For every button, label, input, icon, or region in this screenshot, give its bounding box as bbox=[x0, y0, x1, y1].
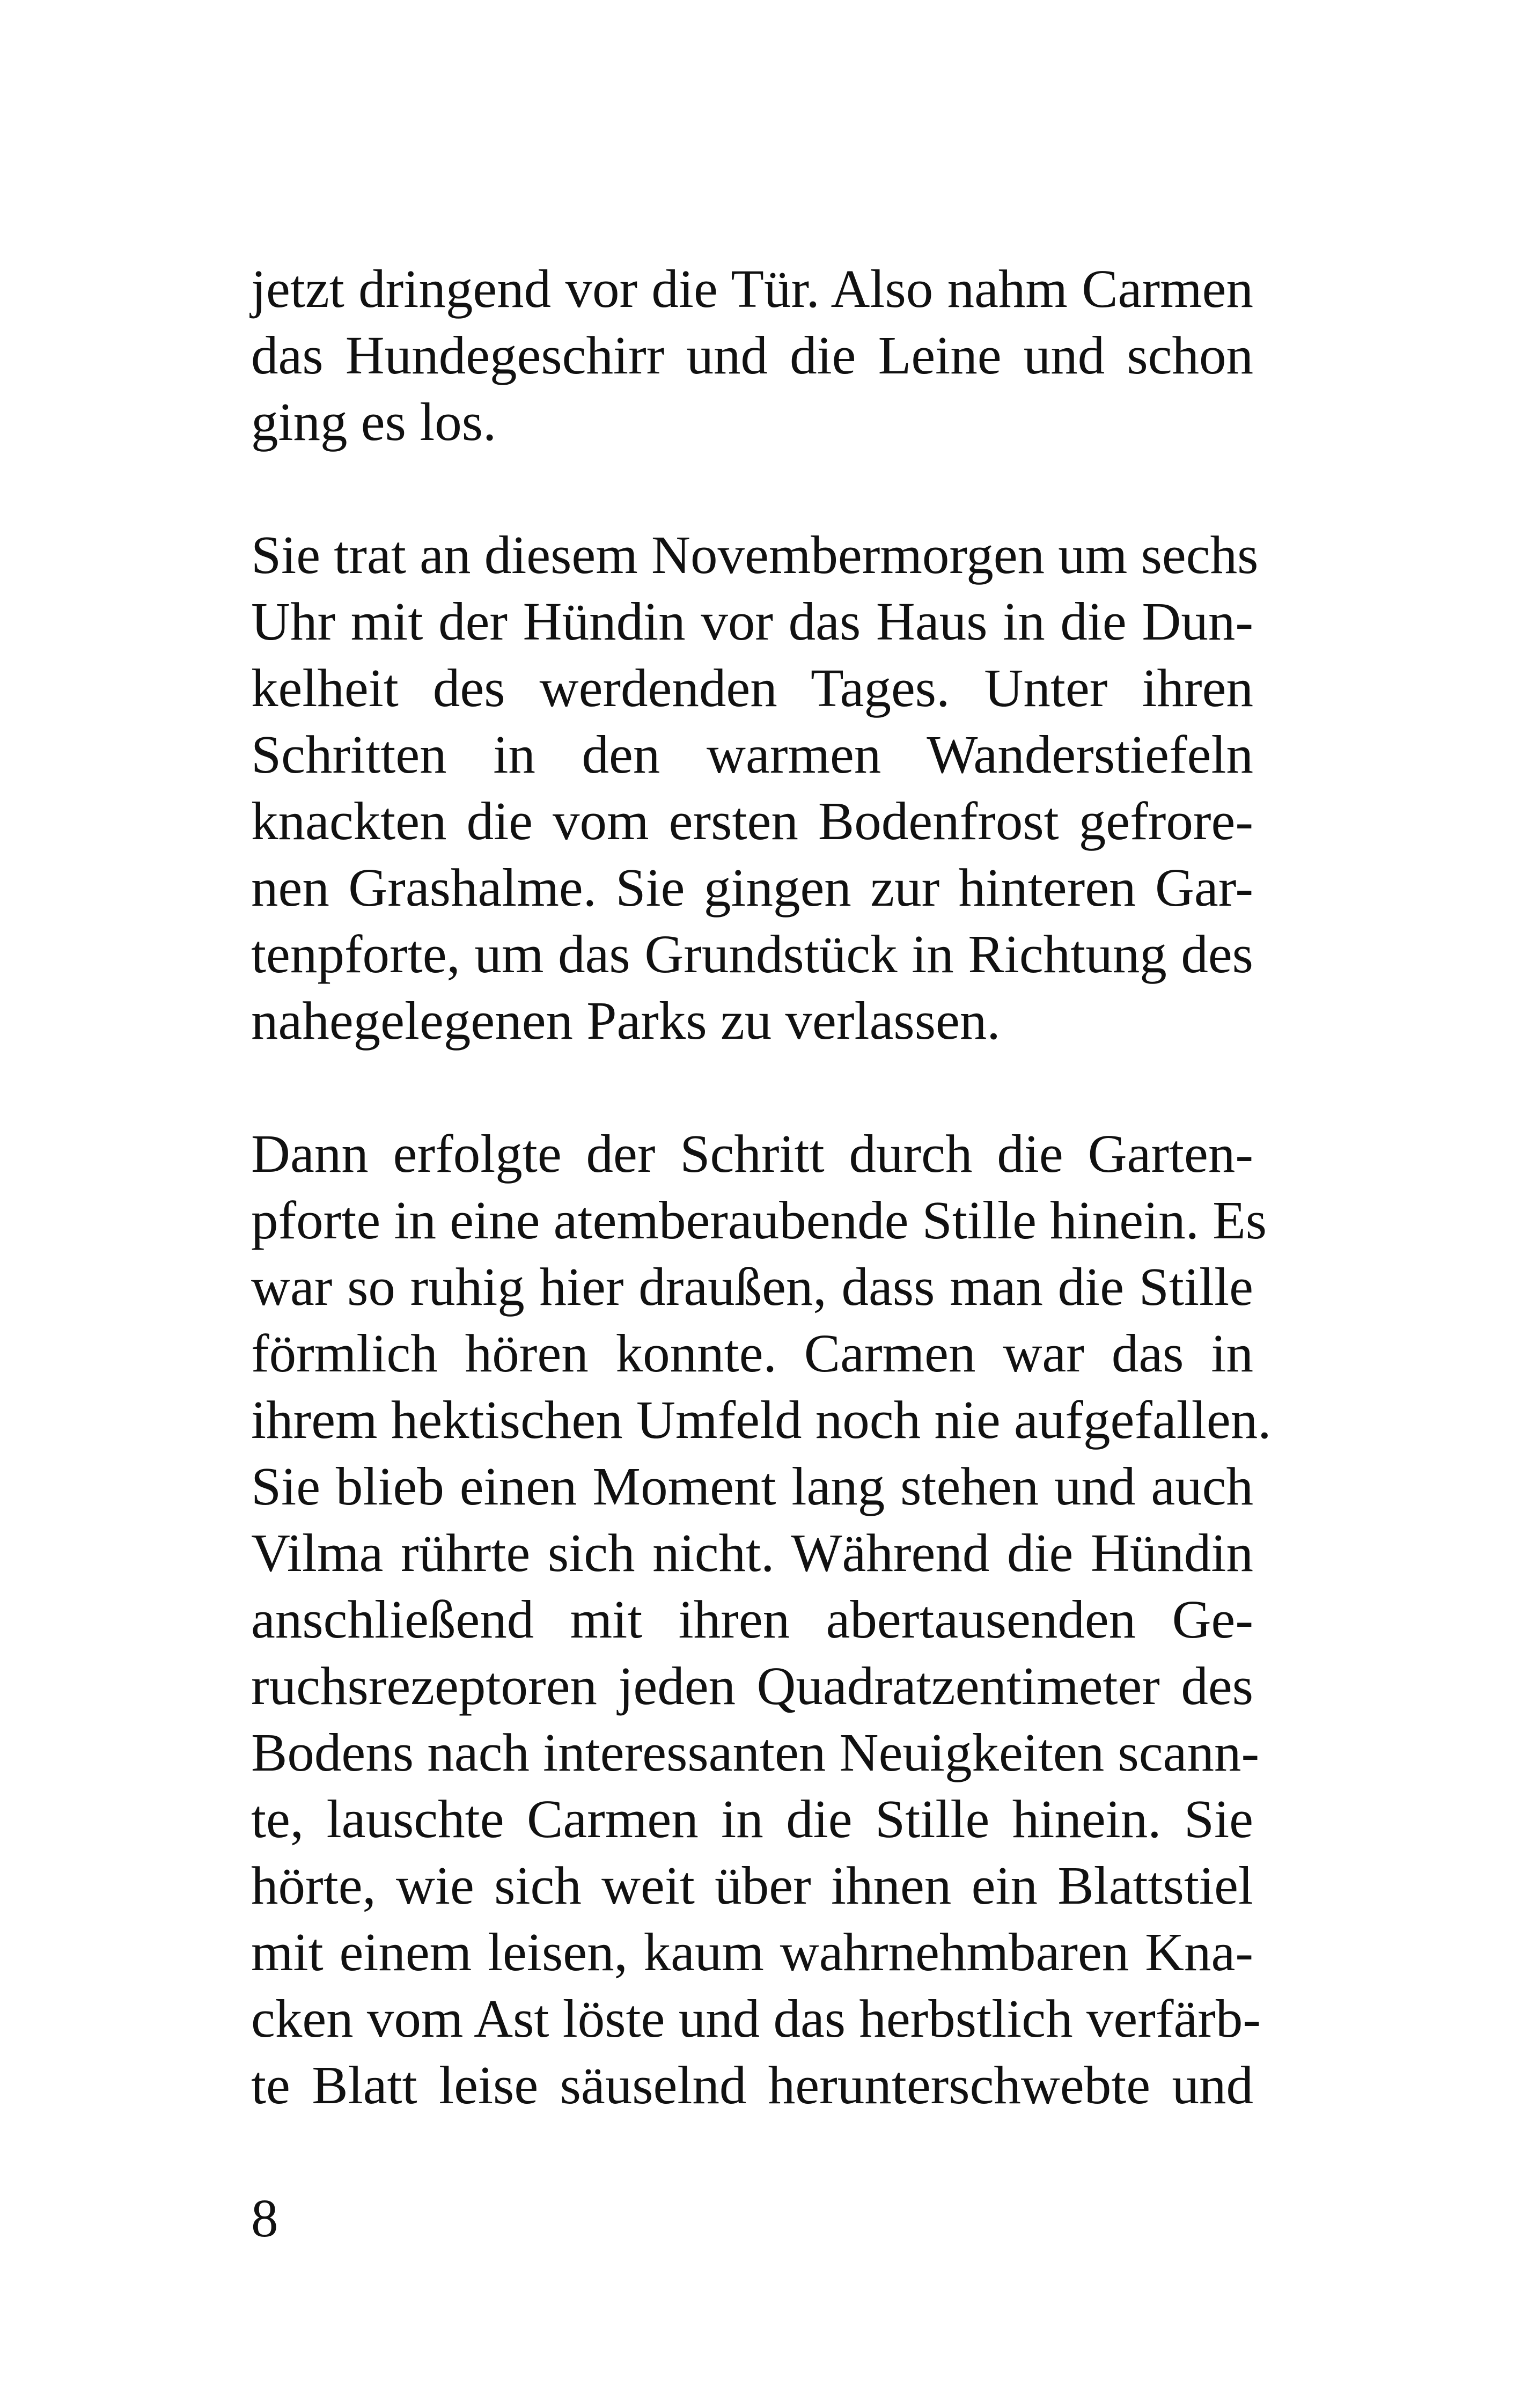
text-line: ihrem hektischen Umfeld noch nie aufgefallen. bbox=[251, 1390, 1272, 1450]
text-line: Sie blieb einen Moment lang stehen und auch bbox=[251, 1456, 1253, 1516]
paragraph-gap bbox=[251, 455, 1253, 522]
page-number: 8 bbox=[251, 2188, 278, 2248]
text-line: Uhr mit der Hündin vor das Haus in die Dun- bbox=[251, 591, 1253, 651]
text-line: pforte in eine atemberaubende Stille hinein. Es bbox=[251, 1190, 1267, 1250]
text-line: mit einem leisen, kaum wahrnehmbaren Kna- bbox=[251, 1922, 1253, 1982]
paragraph bbox=[251, 255, 1253, 455]
paragraph bbox=[251, 522, 1259, 1054]
text-line: Schritten in den warmen Wanderstiefeln bbox=[251, 724, 1253, 784]
text-line: tenpforte, um das Grundstück in Richtung des bbox=[251, 924, 1253, 984]
text-line: das Hundegeschirr und die Leine und schon bbox=[251, 325, 1253, 385]
text-line: anschließend mit ihren abertausenden Ge- bbox=[251, 1589, 1253, 1649]
body-text bbox=[251, 255, 1272, 2118]
text-line: hörte, wie sich weit über ihnen ein Blattstiel bbox=[251, 1855, 1253, 1915]
text-line: knackten die vom ersten Bodenfrost gefrore- bbox=[251, 791, 1253, 851]
text-line: jetzt dringend vor die Tür. Also nahm Carmen bbox=[251, 259, 1253, 319]
text-line: cken vom Ast löste und das herbstlich verfärb- bbox=[251, 1988, 1261, 2049]
text-line: Dann erfolgte der Schritt durch die Garten- bbox=[251, 1124, 1253, 1184]
text-line: ging es los. bbox=[251, 392, 497, 452]
paragraph bbox=[251, 1120, 1272, 2118]
text-line: war so ruhig hier draußen, dass man die Stille bbox=[251, 1257, 1253, 1317]
text-line: ruchsrezeptoren jeden Quadratzentimeter des bbox=[251, 1656, 1253, 1716]
text-line: te Blatt leise säuselnd herunterschwebte und bbox=[251, 2055, 1253, 2115]
text-line: Bodens nach interessanten Neuigkeiten scann- bbox=[251, 1722, 1260, 1782]
paragraph-gap bbox=[251, 1054, 1253, 1120]
text-line: förmlich hören konnte. Carmen war das in bbox=[251, 1323, 1253, 1383]
text-line: Sie trat an diesem Novembermorgen um sechs bbox=[251, 525, 1259, 585]
text-line: te, lauschte Carmen in die Stille hinein. Sie bbox=[251, 1789, 1253, 1849]
text-line: nen Grashalme. Sie gingen zur hinteren Gar- bbox=[251, 857, 1253, 917]
text-line: Vilma rührte sich nicht. Während die Hündin bbox=[251, 1523, 1253, 1583]
text-line: nahegelegenen Parks zu verlassen. bbox=[251, 990, 1001, 1051]
text-line: kelheit des werdenden Tages. Unter ihren bbox=[251, 658, 1253, 718]
